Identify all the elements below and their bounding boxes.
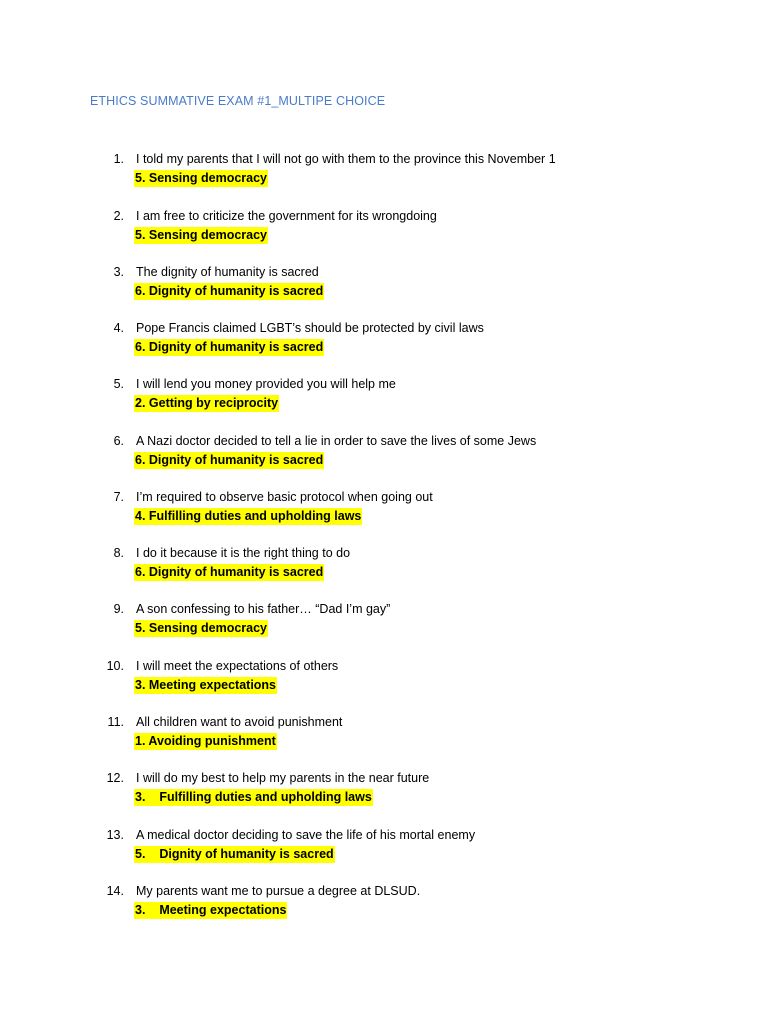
answer-text: 3. Meeting expectations bbox=[135, 678, 277, 692]
answer-highlight bbox=[134, 621, 268, 635]
question-number: 1. bbox=[113, 152, 124, 166]
question-text: I will meet the expectations of others bbox=[136, 659, 339, 673]
question-text: A medical doctor deciding to save the life of his mortal enemy bbox=[136, 828, 476, 842]
answer-highlight bbox=[134, 790, 373, 804]
question-number: 11. bbox=[107, 715, 124, 729]
question-number: 14. bbox=[106, 884, 124, 898]
question-number: 10. bbox=[106, 659, 124, 673]
question-text: All children want to avoid punishment bbox=[136, 715, 343, 729]
question-text: I will do my best to help my parents in the near future bbox=[136, 771, 430, 785]
answer-text: 1. Avoiding punishment bbox=[135, 734, 276, 748]
answer-text: 3. Fulfilling duties and upholding laws bbox=[135, 790, 372, 804]
answer-text: 5. Dignity of humanity is sacred bbox=[135, 847, 334, 861]
question-text: A Nazi doctor decided to tell a lie in order to save the lives of some Jews bbox=[136, 434, 537, 448]
answer-highlight bbox=[134, 396, 279, 410]
question-number: 8. bbox=[113, 546, 124, 560]
answer-highlight bbox=[134, 734, 277, 748]
question-number: 7. bbox=[113, 490, 124, 504]
question-number: 6. bbox=[113, 434, 124, 448]
answer-text: 6. Dignity of humanity is sacred bbox=[135, 340, 324, 354]
answer-text: 2. Getting by reciprocity bbox=[135, 396, 279, 410]
answer-highlight bbox=[134, 847, 335, 861]
answer-text: 6. Dignity of humanity is sacred bbox=[135, 284, 324, 298]
question-text: I will lend you money provided you will help me bbox=[136, 377, 396, 391]
answer-highlight bbox=[134, 565, 324, 579]
answer-highlight bbox=[134, 284, 324, 298]
answer-highlight bbox=[134, 171, 268, 185]
question-number: 3. bbox=[113, 265, 124, 279]
answer-text: 5. Sensing democracy bbox=[135, 228, 268, 242]
question-number: 2. bbox=[113, 209, 124, 223]
question-text: A son confessing to his father… “Dad I’m gay” bbox=[136, 602, 391, 616]
question-text: I’m required to observe basic protocol when going out bbox=[136, 490, 433, 504]
question-number: 12. bbox=[106, 771, 124, 785]
question-number: 13. bbox=[106, 828, 124, 842]
answer-text: 4. Fulfilling duties and upholding laws bbox=[135, 509, 362, 523]
answer-highlight bbox=[134, 509, 362, 523]
question-text: My parents want me to pursue a degree at DLSUD. bbox=[136, 884, 421, 898]
question-number: 9. bbox=[113, 602, 124, 616]
question-text: The dignity of humanity is sacred bbox=[136, 265, 319, 279]
answer-text: 3. Meeting expectations bbox=[135, 903, 287, 917]
question-text: I do it because it is the right thing to do bbox=[136, 546, 351, 560]
question-text: Pope Francis claimed LGBT’s should be protected by civil laws bbox=[136, 321, 484, 335]
answer-text: 6. Dignity of humanity is sacred bbox=[135, 565, 324, 579]
answer-highlight bbox=[134, 340, 324, 354]
answer-text: 5. Sensing democracy bbox=[135, 171, 268, 185]
answer-text: 6. Dignity of humanity is sacred bbox=[135, 453, 324, 467]
question-number: 5. bbox=[113, 377, 124, 391]
question-text: I told my parents that I will not go with them to the province this November 1 bbox=[136, 152, 556, 166]
answer-highlight bbox=[134, 903, 287, 917]
answer-highlight bbox=[134, 453, 324, 467]
answer-text: 5. Sensing democracy bbox=[135, 621, 268, 635]
answer-highlight bbox=[134, 678, 277, 692]
question-text: I am free to criticize the government for its wrongdoing bbox=[136, 209, 437, 223]
answer-highlight bbox=[134, 228, 268, 242]
document-title: ETHICS SUMMATIVE EXAM #1_MULTIPE CHOICE bbox=[90, 94, 386, 108]
question-number: 4. bbox=[113, 321, 124, 335]
